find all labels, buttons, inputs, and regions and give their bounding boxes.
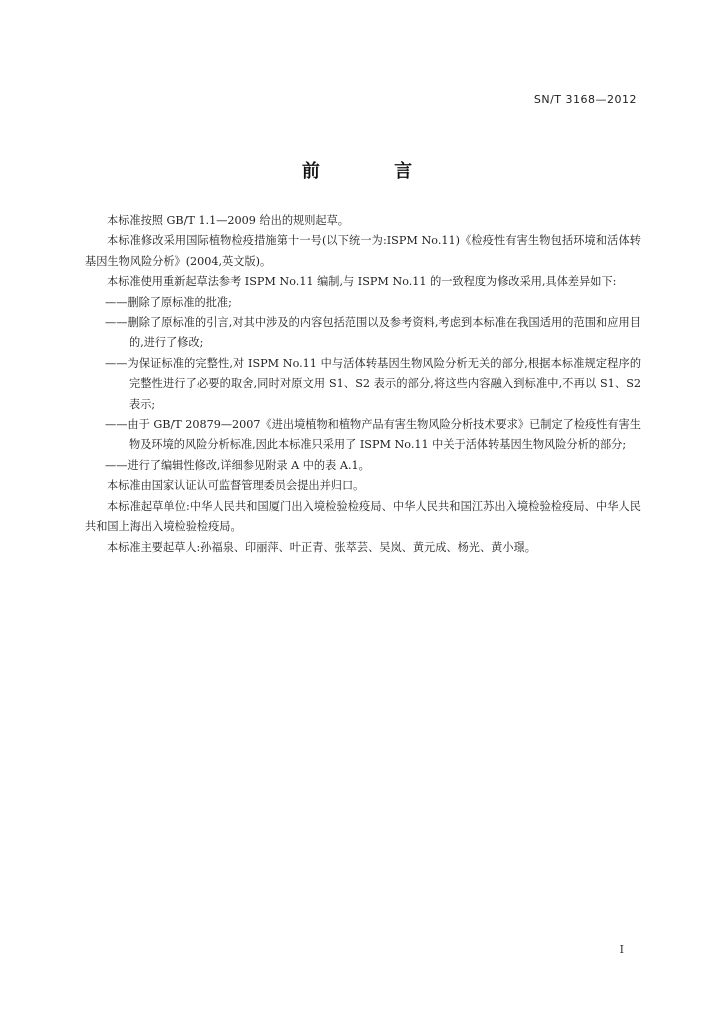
page-title: 前 言 (301, 161, 447, 182)
paragraph-drafting-units: 本标准起草单位:中华人民共和国厦门出入境检验检疫局、中华人民共和国江苏出入境检验检疫局、中华人民共和国上海出入境检验检疫局。 (85, 499, 641, 534)
paragraph-drafters: 本标准主要起草人:孙福泉、印丽萍、叶正青、张萃芸、吴岚、黄元成、杨光、黄小璟。 (107, 540, 536, 554)
list-item: ——删除了原标准的批准; (105, 295, 232, 309)
paragraph-adoption: 本标准修改采用国际植物检疫措施第十一号(以下统一为:ISPM No.11)《检疫性有害生物包括环境和活体转基因生物风险分析》(2004,英文版)。 (85, 234, 641, 268)
paragraph-proposer: 本标准由国家认证认可监督管理委员会提出并归口。 (107, 479, 365, 493)
page-number: I (619, 943, 624, 956)
foreword-body (85, 211, 641, 558)
list-item: ——为保证标准的完整性,对 ISPM No.11 中与活体转基因生物风险分析无关的部分,根据本标准规定程序的完整性进行了必要的取舍,同时对原文用 S1、S2 表示的部分,将这些内容融入到标准中,不再以 S1、S2 表示; (105, 356, 641, 411)
paragraph-differences: 本标准使用重新起草法参考 ISPM No.11 编制,与 ISPM No.11 的一致程度为修改采用,具体差异如下: (107, 275, 617, 289)
list-item: ——进行了编辑性修改,详细参见附录 A 中的表 A.1。 (105, 458, 370, 472)
list-item: ——删除了原标准的引言,对其中涉及的内容包括范围以及参考资料,考虑到本标准在我国适用的范围和应用目的,进行了修改; (105, 316, 641, 350)
list-item: ——由于 GB/T 20879—2007《进出境植物和植物产品有害生物风险分析技术要求》已制定了检疫性有害生物及环境的风险分析标准,因此本标准只采用了 ISPM No.11 中关于活体转基因生物风险分析的部分; (105, 418, 641, 452)
paragraph-drafting-rules: 本标准按照 GB/T 1.1—2009 给出的规则起草。 (107, 214, 349, 227)
standard-code: SN/T 3168—2012 (533, 93, 637, 106)
